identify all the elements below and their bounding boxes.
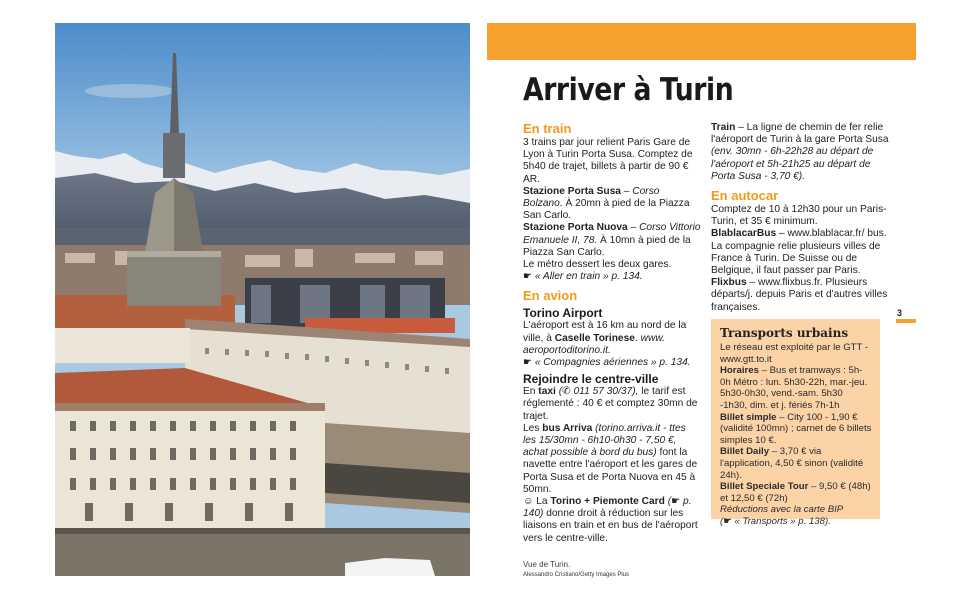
flixbus-entry xyxy=(711,277,891,314)
cross-reference-icon: ☛ xyxy=(523,271,532,283)
autocar-intro: Comptez de 10 à 12h30 pour un Paris-Turin, et 35 € minimum. xyxy=(711,204,887,228)
city-centre-heading: Rejoindre le centre-ville xyxy=(523,372,659,387)
transports-reference-text: (☛ « Transports » p. 138). xyxy=(720,515,831,527)
blablacar-text: – www.blablacar.fr/ bus. La compagnie relie plusieurs villes de France à Turin. De Suisse ou de Belgique, il faut passer par Paris. xyxy=(711,228,887,277)
horaires-text: – Bus et tramways : 5h-0h Métro : lun. 5h30-22h, mar.-jeu. 5h30-0h30, vend.-sam. 5h30 -1h30, dim. et j. fériés 7h-1h xyxy=(720,365,868,411)
airlines-reference xyxy=(523,357,701,369)
section-heading-autocar: En autocar xyxy=(711,188,779,204)
porta-susa-name: Stazione Porta Susa xyxy=(523,185,621,197)
box-intro: Le réseau est exploité par le GTT - www.gtt.to.it xyxy=(720,342,869,365)
section-autocar xyxy=(711,188,891,314)
train-reference-text: « Aller en train » p. 134. xyxy=(534,271,643,283)
billet-simple-label: Billet simple xyxy=(720,411,777,423)
airport-text: L'aéroport est à 16 km au nord de la ville, à xyxy=(523,320,687,344)
bus-arriva-text: font la navette entre l'aéroport et les gares de Porta Susa et de Porta Nuova en 45 à 50mn. xyxy=(523,447,698,495)
card-icon: ☺ xyxy=(523,496,534,508)
photo-credit: Alessandro Cristiano/Getty Images Plus xyxy=(523,572,630,578)
porta-susa-text: À 20mn à pied de la Piazza San Carlo. xyxy=(523,198,690,222)
airport-place: Caselle Torinese xyxy=(554,332,635,344)
page-number: 3 xyxy=(897,308,903,318)
turin-photo xyxy=(55,23,470,576)
taxi-pre: En xyxy=(523,386,539,398)
column-right xyxy=(711,122,891,314)
column-left xyxy=(523,121,701,545)
page-number-bar xyxy=(896,319,916,323)
card-pre: La xyxy=(533,496,551,508)
airport-website-link[interactable]: www. aeroportoditorino.it. xyxy=(523,332,665,356)
photo-caption: Vue de Turin. xyxy=(523,560,571,569)
flixbus-text: – www.flixbus.fr. Plusieurs départs/j. depuis Paris et d'autres villes françaises. xyxy=(711,277,888,313)
airport-train-details: (env. 30mn - 6h-22h28 au départ de l'aéroport et 5h-21h25 au départ de Porta Susa - 3,70 €). xyxy=(711,146,874,182)
card-reference: (☛ p. 140) xyxy=(523,496,692,520)
billet-simple-entry xyxy=(720,412,872,447)
train-reference xyxy=(523,271,701,283)
airport-heading: Torino Airport xyxy=(523,306,603,321)
box-title: Transports urbains xyxy=(720,326,849,340)
bus-arriva-entry xyxy=(523,423,701,496)
airport-train-entry xyxy=(711,122,891,183)
airport-description: L'aéroport est à 16 km au nord de la ville, à Caselle Torinese. www. aeroportoditorino.it. xyxy=(523,320,687,356)
transports-urbains-box xyxy=(711,319,880,527)
airlines-reference-text: « Compagnies aériennes » p. 134. xyxy=(534,357,691,369)
bus-pre: Les xyxy=(523,422,543,434)
turin-skyline-illustration xyxy=(55,23,470,576)
transports-reference xyxy=(720,516,872,528)
blablacar-label: BlablacarBus xyxy=(711,228,777,240)
taxi-text: le tarif est réglementé : 40 € et comptez 30mn de trajet. xyxy=(523,386,698,422)
flixbus-label: Flixbus xyxy=(711,277,747,289)
bus-arriva-details: (torino.arriva.it - ttes les 15/30mn - 6h10-0h30 - 7,50 €, achat possible à bord du bus) xyxy=(523,422,686,459)
billet-daily-text: – 3,70 € via l'application, 4,50 € sinon (validité 24h). xyxy=(720,446,864,481)
section-heading-train: En train xyxy=(523,121,572,136)
billet-simple-text: – City 100 - 1,90 € (validité 100mn) ; carnet de 6 billets simples 10 €. xyxy=(720,411,872,446)
reductions-text: Réductions avec la carte BIP xyxy=(720,504,844,516)
billet-tour-entry xyxy=(720,481,872,504)
train-intro: 3 trains par jour relient Paris Gare de Lyon à Turin Porta Susa. Comptez de 5h40 de trajet, billets à partir de 90 € AR. xyxy=(523,137,693,185)
metro-note: Le métro dessert les deux gares. xyxy=(523,259,672,271)
taxi-phone: 011 57 30/37), xyxy=(573,386,639,398)
airport-train-label: Train xyxy=(711,122,736,133)
piemonte-card-entry xyxy=(523,496,701,545)
page-title: Arriver à Turin xyxy=(523,72,734,108)
taxi-entry: En taxi (✆ 011 57 30/37), le tarif est réglementé : 40 € et comptez 30mn de trajet. xyxy=(523,386,698,422)
chapter-color-bar xyxy=(487,23,916,60)
section-avion xyxy=(523,288,701,544)
card-text: donne droit à réduction sur les liaisons en train et en bus de l'aéroport vers le centre-ville. xyxy=(523,508,698,544)
billet-daily-label: Billet Daily xyxy=(720,446,770,458)
section-train xyxy=(523,121,701,283)
porta-nuova-entry: Stazione Porta Nuova – Corso Vittorio Emanuele II, 78. À 10mn à pied de la Piazza San Carlo. xyxy=(523,222,701,258)
taxi-label: taxi xyxy=(538,386,556,398)
phone-icon: ✆ xyxy=(562,386,571,398)
porta-nuova-text: À 10mn à pied de la Piazza San Carlo. xyxy=(523,234,691,258)
cross-reference-icon: ☛ xyxy=(523,357,532,369)
reductions-note xyxy=(720,504,872,516)
card-label: Torino + Piemonte Card xyxy=(550,496,665,508)
horaires-entry xyxy=(720,365,872,411)
billet-daily-entry xyxy=(720,446,872,481)
billet-tour-label: Billet Speciale Tour xyxy=(720,481,809,493)
horaires-label: Horaires xyxy=(720,365,759,377)
airport-train-text: – La ligne de chemin de fer relie l'aéroport de Turin à la gare Porta Susa xyxy=(711,122,889,146)
porta-nuova-address: Corso Vittorio Emanuele II, 78. xyxy=(523,222,701,246)
porta-nuova-name: Stazione Porta Nuova xyxy=(523,222,628,234)
blablacar-entry xyxy=(711,228,891,277)
billet-tour-text: – 9,50 € (48h) et 12,50 € (72h) xyxy=(720,481,871,504)
bus-arriva-label: bus Arriva xyxy=(542,422,593,434)
section-heading-avion: En avion xyxy=(523,288,578,304)
porta-susa-address: Corso Bolzano. xyxy=(523,185,660,210)
porta-susa-entry: Stazione Porta Susa – Corso Bolzano. À 20mn à pied de la Piazza San Carlo. xyxy=(523,185,690,222)
